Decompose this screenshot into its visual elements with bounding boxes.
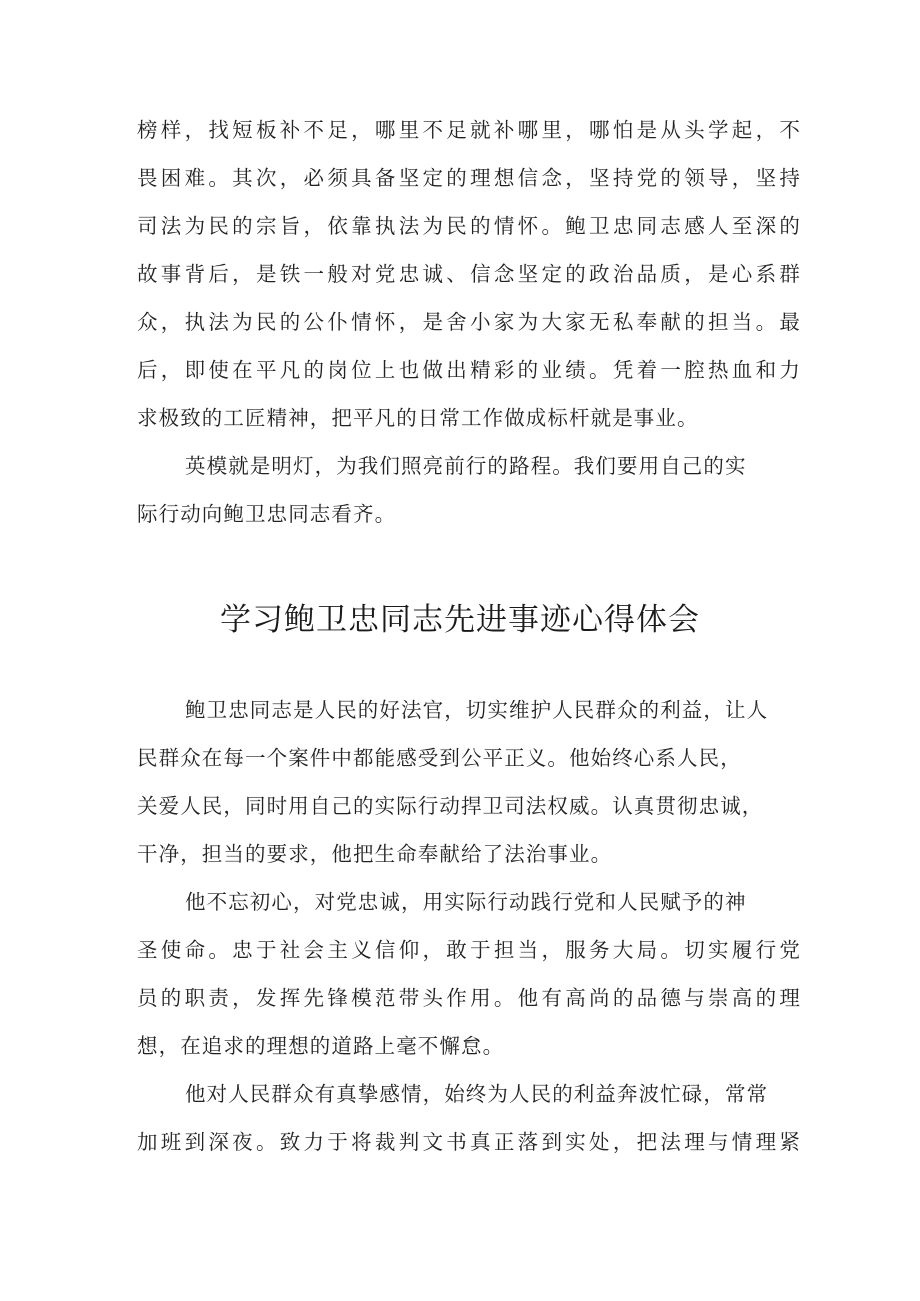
text-line: 加班到深夜。致力于将裁判文书真正落到实处，把法理与情理紧	[137, 1130, 801, 1154]
text-line: 际行动向鲍卫忠同志看齐。	[137, 502, 397, 526]
text-line: 他对人民群众有真挚感情，始终为人民的利益奔波忙碌，常常	[185, 1082, 769, 1106]
paragraph	[137, 878, 801, 1070]
text-line: 员的职责，发挥先锋模范带头作用。他有高尚的品德与崇高的理	[137, 986, 801, 1010]
text-line: 司法为民的宗旨，依靠执法为民的情怀。鲍卫忠同志感人至深的	[137, 214, 801, 238]
text-line: 求极致的工匠精神，把平凡的日常工作做成标杆就是事业。	[137, 406, 699, 430]
text-line: 后，即使在平凡的岗位上也做出精彩的业绩。凭着一腔热血和力	[137, 358, 801, 382]
text-line: 民群众在每一个案件中都能感受到公平正义。他始终心系人民，	[137, 746, 742, 770]
text-line: 鲍卫忠同志是人民的好法官，切实维护人民群众的利益，让人	[185, 698, 769, 722]
text-line: 圣使命。忠于社会主义信仰，敢于担当，服务大局。切实履行党	[137, 938, 801, 962]
paragraph	[137, 106, 801, 442]
text-line: 他不忘初心，对党忠诚，用实际行动践行党和人民赋予的神	[185, 890, 747, 914]
article-body	[137, 686, 801, 1166]
text-line: 榜样，找短板补不足，哪里不足就补哪里，哪怕是从头学起，不	[137, 118, 801, 142]
text-line: 畏困难。其次，必须具备坚定的理想信念，坚持党的领导，坚持	[137, 166, 801, 190]
paragraph	[137, 686, 801, 878]
paragraph	[137, 442, 801, 538]
text-line: 想，在追求的理想的道路上毫不懈怠。	[137, 1034, 505, 1058]
text-line: 干净，担当的要求，他把生命奉献给了法治事业。	[137, 842, 613, 866]
text-line: 众，执法为民的公仆情怀，是舍小家为大家无私奉献的担当。最	[137, 310, 801, 334]
text-line: 英模就是明灯，为我们照亮前行的路程。我们要用自己的实	[185, 454, 747, 478]
text-line: 关爱人民，同时用自己的实际行动捍卫司法权威。认真贯彻忠诚，	[137, 794, 764, 818]
previous-article-tail	[137, 106, 801, 538]
article-title: 学习鲍卫忠同志先进事迹心得体会	[220, 602, 700, 638]
text-line: 故事背后，是铁一般对党忠诚、信念坚定的政治品质，是心系群	[137, 262, 801, 286]
paragraph	[137, 1070, 801, 1166]
